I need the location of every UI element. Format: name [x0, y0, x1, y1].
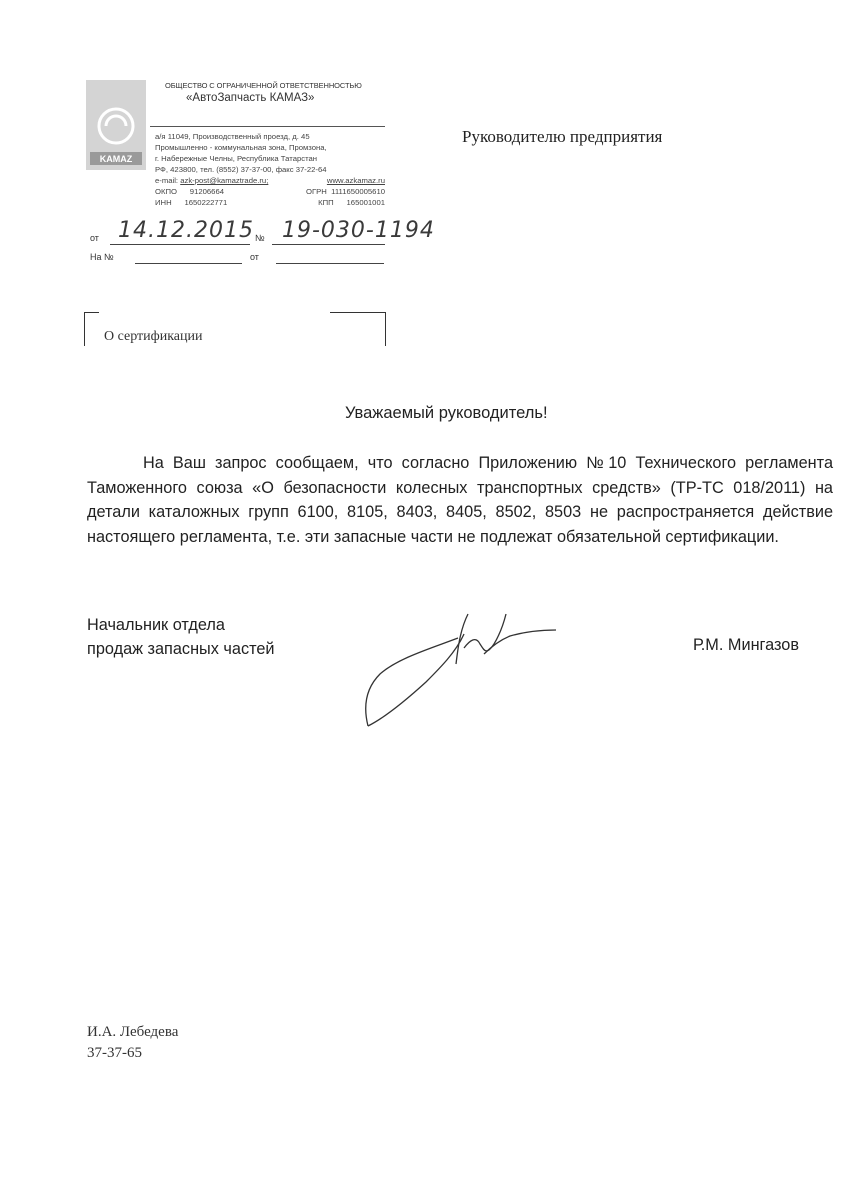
kpp-label: КПП: [318, 198, 334, 207]
website-link[interactable]: www.azkamaz.ru: [326, 176, 385, 185]
reply-from-label: от: [250, 252, 259, 262]
from-label: от: [90, 233, 99, 243]
company-logo: [86, 80, 146, 170]
subject-bracket-right: [330, 312, 386, 346]
signer-title: [87, 613, 275, 661]
company-type: ОБЩЕСТВО С ОГРАНИЧЕННОЙ ОТВЕТСТВЕННОСТЬЮ: [165, 81, 362, 90]
reply-to-label: На №: [90, 252, 114, 262]
company-name: «АвтоЗапчасть КАМАЗ»: [186, 92, 315, 104]
signer-title-line-2: продаж запасных частей: [87, 640, 275, 658]
letter-body: На Ваш запрос сообщаем, что согласно Приложению №10 Технического регламента Таможенного союза «О безопасности колесных транспортных средств» (ТР-ТС 018/2011) на детали каталожных групп 6100, 8105, 8403, 8405, 8502, 8503 не распространяется действие настоящего регламента, т.е. эти запасные части не подлежат обязательной сертификации.: [87, 454, 833, 546]
address-line-1: а/я 11049, Производственный проезд, д. 45: [155, 132, 310, 141]
reply-number-line: [135, 263, 242, 264]
contacts-line: [155, 176, 385, 186]
executor-info: [87, 1022, 178, 1064]
address-line-4: РФ, 423800, тел. (8552) 37-37-00, факс 37-22-64: [155, 165, 327, 174]
okpo-label: ОКПО: [155, 187, 177, 196]
executor-name: И.А. Лебедева: [87, 1024, 179, 1040]
handwritten-number: 19-030-1194: [282, 218, 435, 243]
date-line: [110, 244, 250, 245]
header-divider: [150, 126, 385, 127]
inn-value: 1650222771: [184, 198, 228, 207]
email-label: e-mail:: [155, 176, 179, 185]
okpo-value: 91206664: [189, 187, 225, 196]
address-line-3: г. Набережные Челны, Республика Татарстан: [155, 154, 318, 163]
subject-bracket-left: [84, 312, 99, 346]
ogrn-value: 1111650005610: [331, 187, 385, 196]
salutation: Уважаемый руководитель!: [345, 404, 548, 422]
handwritten-signature: [360, 600, 570, 745]
ogrn-label: ОГРН: [306, 187, 327, 196]
inn-label: ИНН: [155, 198, 172, 207]
addressee: Руководителю предприятия: [462, 127, 663, 146]
executor-phone: 37-37-65: [87, 1045, 142, 1061]
logo-text: KAMAZ: [99, 154, 133, 164]
address-line-2: Промышленно - коммунальная зона, Промзона,: [155, 143, 327, 152]
handwritten-date: 14.12.2015: [118, 218, 254, 243]
subject: О сертификации: [104, 329, 203, 344]
number-sign: №: [255, 233, 265, 243]
inn-kpp-line: [155, 198, 385, 208]
signer-title-line-1: Начальник отдела: [87, 616, 225, 634]
signer-name: Р.М. Мингазов: [693, 636, 800, 654]
kpp-value: 165001001: [346, 198, 385, 207]
number-line: [272, 244, 385, 245]
okpo-ogrn-line: [155, 187, 385, 197]
email-link[interactable]: azk-post@kamaztrade.ru;: [180, 176, 269, 185]
reply-date-line: [276, 263, 384, 264]
